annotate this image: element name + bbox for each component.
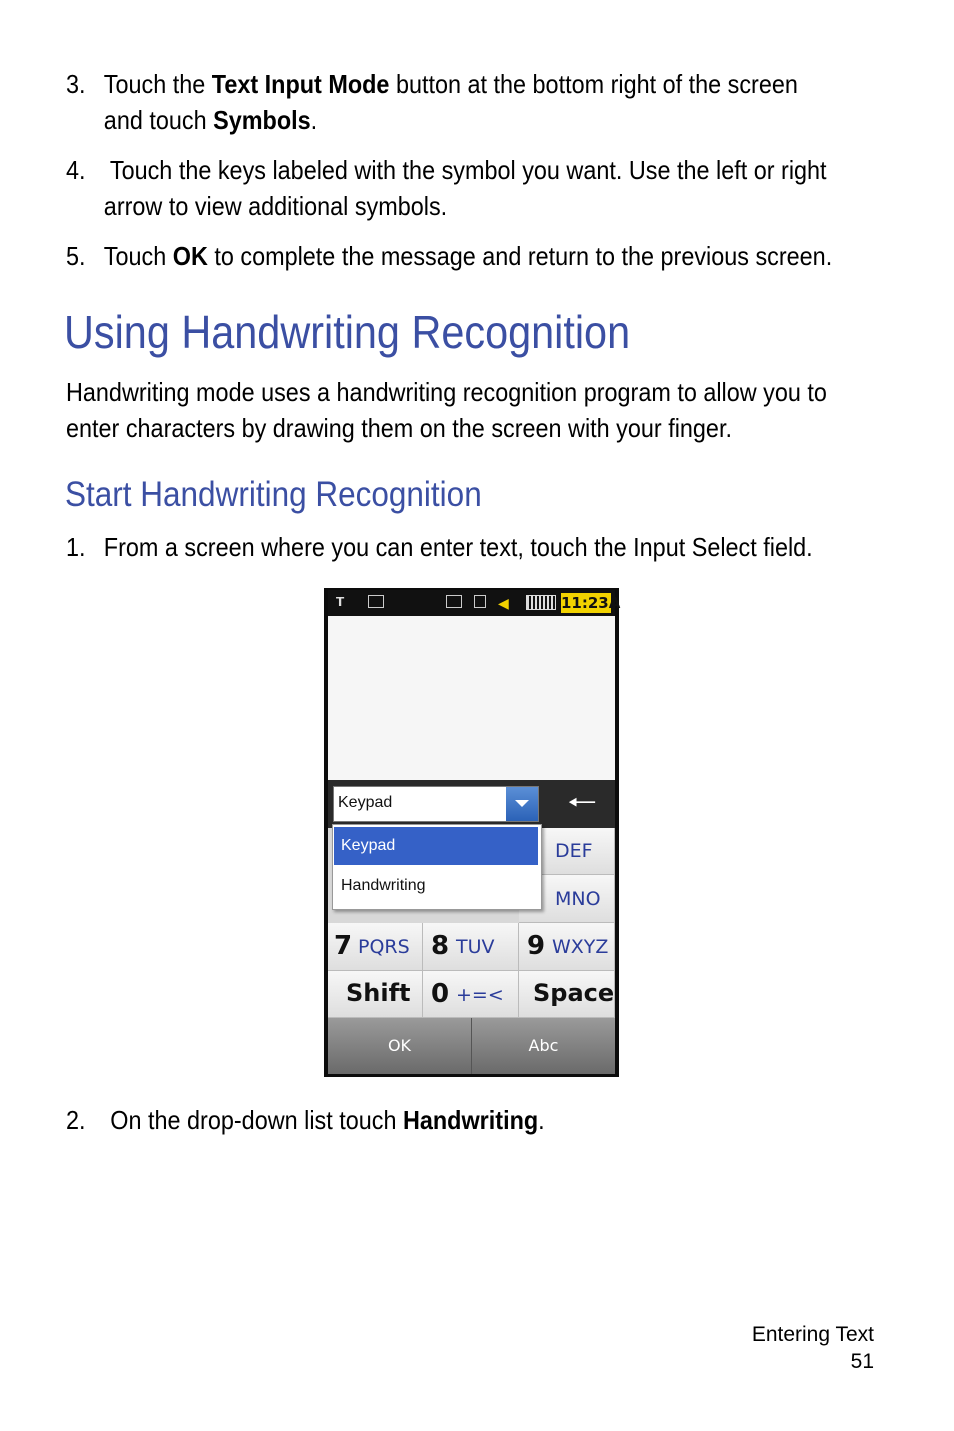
intro-line: enter characters by drawing them on the screen with your finger.	[66, 413, 732, 443]
key-symbols: +=<	[456, 984, 504, 1006]
key-digit: 0	[431, 979, 450, 1009]
text-entry-area[interactable]	[328, 616, 615, 780]
ok-term: OK	[172, 241, 208, 271]
input-select-field[interactable]	[333, 786, 539, 822]
key-digit: 7	[334, 931, 353, 961]
step-number: 2.	[66, 1105, 86, 1135]
key-digit: 8	[431, 931, 450, 961]
text-run: and touch	[103, 105, 214, 135]
section-heading: Using Handwriting Recognition	[64, 306, 631, 358]
key-7[interactable]	[328, 923, 423, 971]
text-run: button at the bottom right of the screen	[389, 69, 798, 99]
key-9[interactable]	[519, 923, 615, 971]
network-icon	[446, 595, 462, 608]
step-line	[104, 102, 798, 138]
key-letters: WXYZ	[552, 936, 609, 958]
step-text	[104, 238, 832, 274]
step-number: 5.	[66, 241, 86, 271]
page-number: 51	[850, 1350, 874, 1373]
step-number: 4.	[66, 155, 86, 185]
text-run: .	[310, 105, 318, 135]
step-line	[104, 66, 798, 102]
softkey-bar	[328, 1018, 615, 1074]
memory-card-icon	[474, 595, 486, 608]
key-label: Space	[533, 979, 615, 1007]
signal-icon: 𝗧	[336, 595, 345, 609]
chevron-down-icon[interactable]	[506, 787, 538, 821]
volume-icon: ◀	[498, 595, 509, 611]
text-run: On the drop-down list touch	[103, 1105, 403, 1135]
step-number: 3.	[66, 69, 86, 99]
message-icon	[368, 595, 384, 608]
space-key[interactable]	[519, 971, 615, 1018]
symbols-term: Symbols	[213, 105, 311, 135]
text-run: .	[538, 1105, 545, 1135]
input-select-dropdown	[332, 824, 542, 910]
back-arrow-icon[interactable]: 🠐	[567, 784, 597, 822]
intro-paragraph	[66, 374, 827, 446]
shift-key[interactable]	[328, 971, 423, 1018]
text-run: Touch	[103, 241, 173, 271]
text-input-mode-term: Text Input Mode	[211, 69, 390, 99]
input-select-value: Keypad	[338, 794, 393, 811]
ok-button[interactable]: OK	[387, 1036, 412, 1055]
step-text	[104, 1102, 545, 1138]
dropdown-option-handwriting[interactable]: Handwriting	[341, 877, 426, 894]
text-run: Touch the	[103, 69, 212, 99]
intro-line: Handwriting mode uses a handwriting recognition program to allow you to	[66, 377, 827, 407]
key-letters: PQRS	[358, 936, 410, 958]
battery-icon	[526, 595, 556, 610]
text-run: to complete the message and return to the previous screen.	[207, 241, 833, 271]
step-text	[104, 152, 827, 224]
key-0[interactable]	[423, 971, 519, 1018]
footer-section: Entering Text	[751, 1323, 874, 1346]
key-label: Shift	[346, 979, 411, 1007]
step-text	[104, 66, 798, 138]
step-text: From a screen where you can enter text, touch the Input Select field.	[103, 532, 813, 562]
key-letters: DEF	[555, 840, 593, 862]
step-number: 1.	[66, 532, 86, 562]
clock: 11:23A	[561, 594, 621, 612]
step-line	[104, 238, 832, 274]
key-digit: 9	[527, 931, 546, 961]
handwriting-term: Handwriting	[402, 1105, 539, 1135]
key-letters: MNO	[555, 888, 601, 910]
dropdown-option-keypad[interactable]: Keypad	[334, 827, 538, 865]
step-line: Touch the keys labeled with the symbol you want. Use the left or right	[103, 155, 827, 185]
key-8[interactable]	[423, 923, 519, 971]
phone-screenshot	[324, 588, 619, 1077]
step-line: arrow to view additional symbols.	[103, 191, 448, 221]
status-bar	[328, 590, 621, 616]
key-letters: TUV	[456, 936, 495, 958]
input-select-bar	[328, 780, 615, 828]
text-input-mode-button[interactable]: Abc	[528, 1036, 559, 1055]
subsection-heading: Start Handwriting Recognition	[65, 475, 482, 514]
